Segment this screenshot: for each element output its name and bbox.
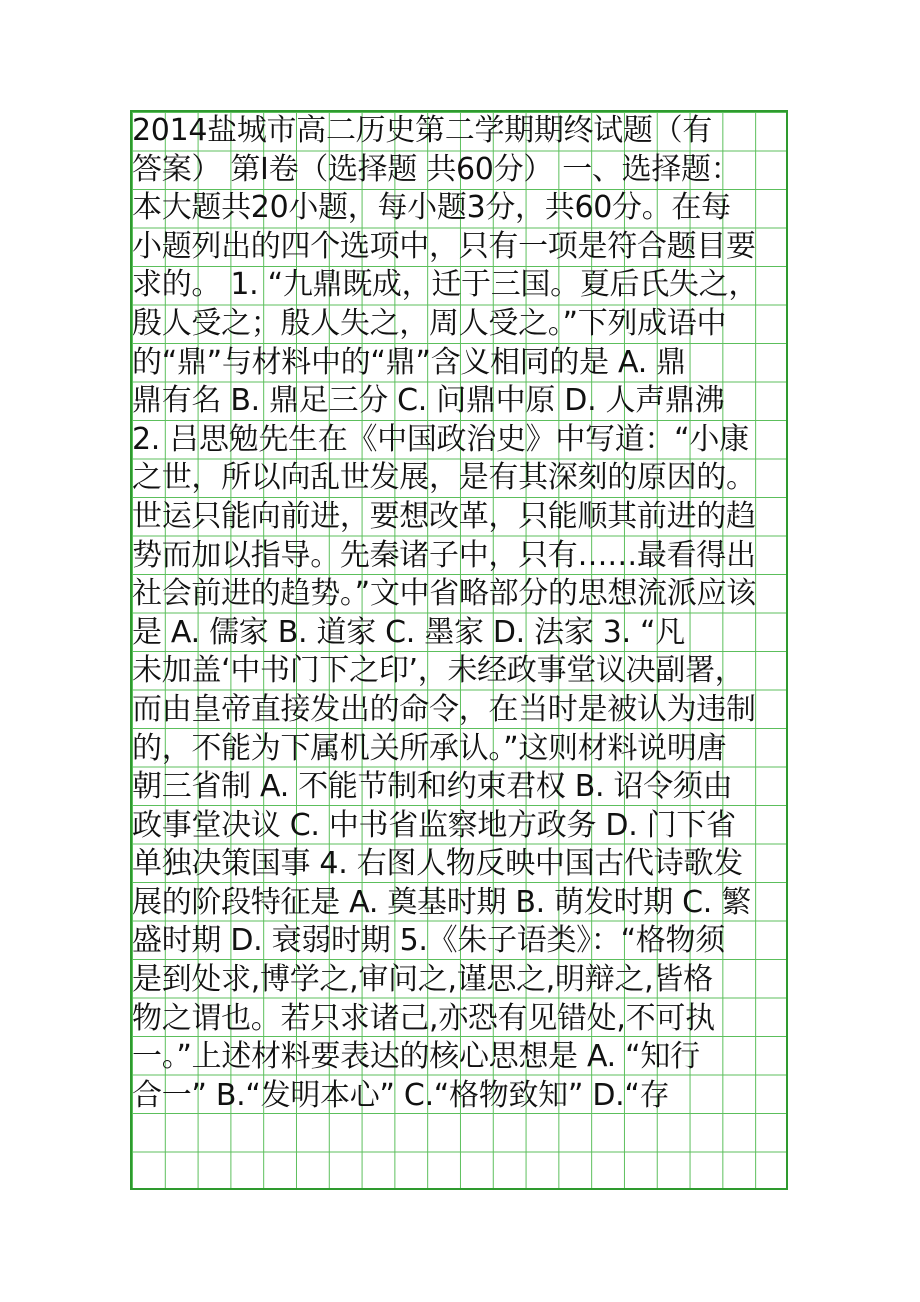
text-line: 单独决策国事 4. 右图人物反映中国古代诗歌发 — [132, 846, 743, 882]
text-line: 小题列出的四个选项中，只有一项是符合题目要 — [132, 228, 756, 264]
text-line: 势而加以指导。先秦诸子中，只有……最看得出 — [132, 537, 756, 573]
text-line: 2014盐城市高二历史第二学期期终试题（有 — [132, 113, 713, 148]
text-line: 未加盖‘中书门下之印’，未经政事堂议决副署， — [132, 653, 745, 689]
text-line: 合一” B.“发明本心” C.“格物致知” D.“存 — [132, 1077, 670, 1113]
text-line: 一。”上述材料要表达的核心思想是 A. “知行 — [132, 1039, 700, 1075]
text-line: 世运只能向前进，要想改革，只能顺其前进的趋 — [132, 498, 756, 534]
text-line: 求的。 1. “九鼎既成，迁于三国。夏后氏失之， — [132, 267, 759, 303]
text-line: 的，不能为下属机关所承认。”这则材料说明唐 — [132, 730, 727, 766]
text-line: 之世，所以向乱世发展，是有其深刻的原因的。 — [132, 460, 756, 496]
text-line: 社会前进的趋势。”文中省略部分的思想流派应该 — [132, 576, 756, 612]
text-line: 是到处求,博学之,审问之,谨思之,明辩之,皆格 — [132, 962, 713, 998]
text-line: 政事堂决议 C. 中书省监察地方政务 D. 门下省 — [132, 807, 736, 843]
text-line: 本大题共20小题，每小题3分，共60分。在每 — [132, 190, 731, 226]
text-line: 朝三省制 A. 不能节制和约束君权 B. 诏令须由 — [132, 769, 733, 805]
text-line: 鼎有名 B. 鼎足三分 C. 问鼎中原 D. 人声鼎沸 — [132, 383, 725, 419]
document-body — [132, 112, 792, 1152]
text-line: 的“鼎”与材料中的“鼎”含义相同的是 A. 鼎 — [132, 344, 686, 380]
text-line: 而由皇帝直接发出的命令，在当时是被认为违制 — [132, 691, 756, 727]
text-line: 殷人受之；殷人失之，周人受之。”下列成语中 — [132, 305, 727, 341]
text-line: 盛时期 D. 衰弱时期 5.《朱子语类》：“格物须 — [132, 923, 725, 959]
text-line: 展的阶段特征是 A. 奠基时期 B. 萌发时期 C. 繁 — [132, 884, 751, 920]
text-line: 是 A. 儒家 B. 道家 C. 墨家 D. 法家 3. “凡 — [132, 614, 685, 650]
text-line: 答案） 第Ⅰ卷（选择题 共60分） 一、选择题： — [132, 151, 741, 187]
text-line: 物之谓也。若只求诸己,亦恐有见错处,不可执 — [132, 1000, 715, 1036]
text-line: 2. 吕思勉先生在《中国政治史》中写道：“小康 — [132, 421, 749, 457]
